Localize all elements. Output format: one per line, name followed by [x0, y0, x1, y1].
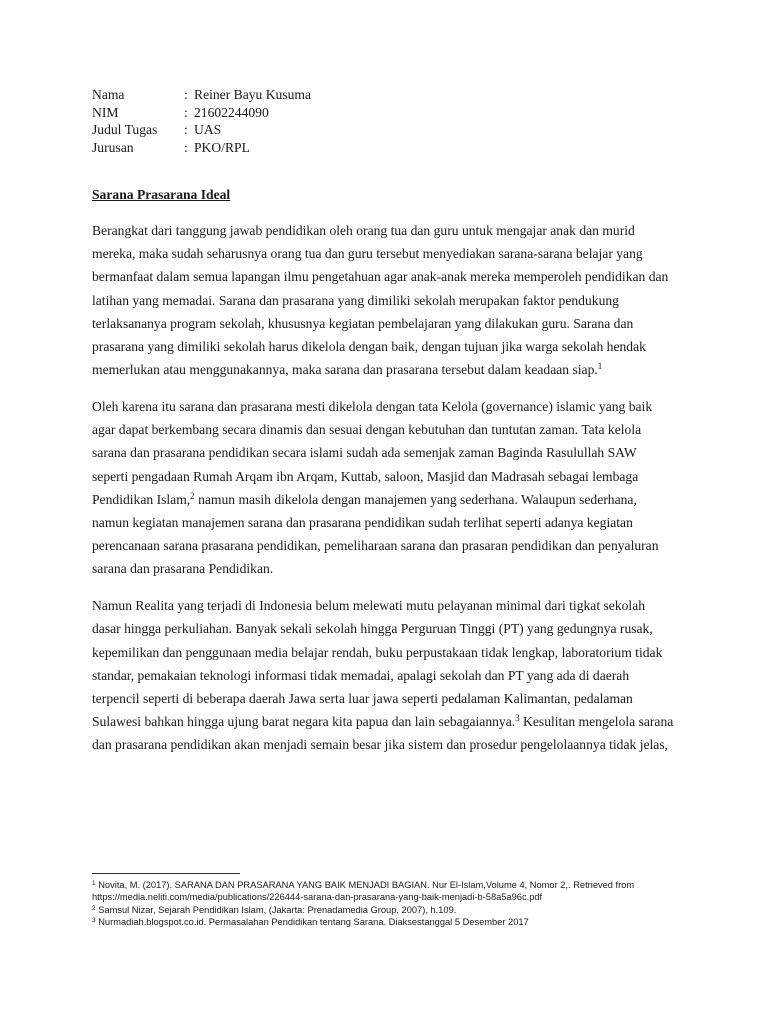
info-value: PKO/RPL	[194, 139, 250, 155]
info-label: Jurusan	[92, 139, 134, 155]
footnote-text: Nurmadiah.blogspot.co.id. Permasalahan Pendidikan tentang Sarana. Diaksestanggal 5 Desember 2017	[98, 917, 529, 928]
section-title: Sarana Prasarana Ideal	[92, 187, 231, 202]
info-value: Reiner Bayu Kusuma	[194, 87, 312, 102]
paragraph-3	[92, 594, 676, 756]
paragraph-2	[92, 395, 676, 581]
info-separator: :	[184, 122, 188, 137]
student-info-block	[92, 86, 676, 156]
footnote-ref[interactable]: 3	[515, 713, 520, 724]
paragraph-text: Namun Realita yang terjadi di Indonesia belum melewati mutu pelayanan minimal dari tigkat sekolah dasar hingga perkuliahan. Banyak sekali sekolah hingga Perguruan Tinggi (PT) yang gedungnya rusak, kepemilikan dan penggunaan media belajar rendah, buku perpustakaan tidak lengkap, laboratorium tidak standar, pemakaian teknologi informasi tidak memadai, apalagi sekolah dan PT yang ada di daerah terpencil seperti di beberapa daerah Jawa serta luar jawa seperti pedalaman Kalimantan, pedalaman Sulawesi bahkan hingga ujung barat negara kita papua dan lain sebagaiannya.	[92, 598, 663, 730]
info-separator: :	[184, 139, 188, 155]
footnote-ref[interactable]: 1	[597, 361, 603, 372]
info-row-judul-tugas	[92, 121, 676, 139]
footnote-text: Novita, M. (2017). SARANA DAN PRASARANA YANG BAIK MENJADI BAGIAN. Nur El-Islam,Volume 4, Nomor 2,. Retrieved from https://media.neliti.com/media/publications/226444-sarana-dan-prasarana-yang-baik-menjadi-b-58a5a96c.pdf	[92, 880, 635, 903]
document-page	[92, 86, 676, 770]
info-label: Nama	[92, 87, 125, 102]
footnote-3	[92, 916, 682, 928]
paragraph-text: Berangkat dari tanggung jawab pendidikan oleh orang tua dan guru untuk mengajar anak dan murid mereka, maka sudah seharusnya orang tua dan guru tersebut menyediakan sarana-sarana belajar yang bermanfaat dalam semua lapangan ilmu pengetahuan agar anak-anak mereka memperoleh pendidikan dan latihan yang memadai. Sarana dan prasarana yang dimiliki sekolah merupakan faktor pendukung terlaksananya program sekolah, khususnya kegiatan pembelajaran yang dilakukan guru. Sarana dan prasarana yang dimiliki sekolah harus dikelola dengan baik, dengan tujuan jika warga sekolah hendak memerlukan atau menggunakannya, maka sarana dan prasarana tersebut dalam keadaan siap.	[92, 223, 669, 378]
footnote-2	[92, 904, 682, 916]
paragraph-1	[92, 219, 676, 381]
footnote-ref[interactable]: 2	[190, 490, 195, 501]
footnote-number: 3	[92, 917, 96, 925]
info-row-jurusan	[92, 139, 676, 157]
footnotes	[92, 879, 682, 929]
info-row-nim	[92, 104, 676, 122]
info-label: NIM	[92, 104, 119, 120]
paragraph-text: namun masih dikelola dengan manajemen yang sederhana. Walaupun sederhana, namun kegiatan manajemen sarana dan prasarana pendidikan sudah terlihat seperti adanya kegiatan perencanaan sarana prasarana pendidikan, pemeliharaan sarana dan prasaran pendidikan dan penyaluran sarana dan prasarana Pendidikan.	[92, 491, 659, 577]
info-row-nama	[92, 86, 676, 104]
info-label: Judul Tugas	[92, 122, 158, 137]
info-separator: :	[184, 87, 188, 102]
paragraph-text: Oleh karena itu sarana dan prasarana mesti dikelola dengan tata Kelola (governance) islamic yang baik agar dapat berkembang secara dinamis dan sesuai dengan kebutuhan dan tuntutan zaman. Tata kelola sarana dan prasarana pendidikan secara islami sudah ada semenjak zaman Baginda Rasulullah SAW seperti pengadaan Rumah Arqam ibn Arqam, Kuttab, saloon, Masjid dan Madrasah sebagai lembaga Pendidikan Islam,	[92, 399, 653, 507]
footnote-text: Samsul Nizar, Sejarah Pendidikan Islam, (Jakarta: Prenadamedia Group, 2007), h.109.	[98, 904, 457, 915]
footnote-number: 2	[92, 904, 96, 912]
footnote-divider	[92, 873, 240, 874]
info-value: UAS	[194, 122, 222, 137]
info-separator: :	[184, 104, 188, 120]
info-value: 21602244090	[194, 104, 269, 120]
footnote-number: 1	[92, 880, 96, 887]
paragraph-text: Kesulitan mengelola sarana dan prasarana pendidikan akan menjadi semain besar jika sistem dan prosedur pengelolaannya tidak jelas,	[92, 714, 674, 753]
footnote-1	[92, 879, 682, 904]
